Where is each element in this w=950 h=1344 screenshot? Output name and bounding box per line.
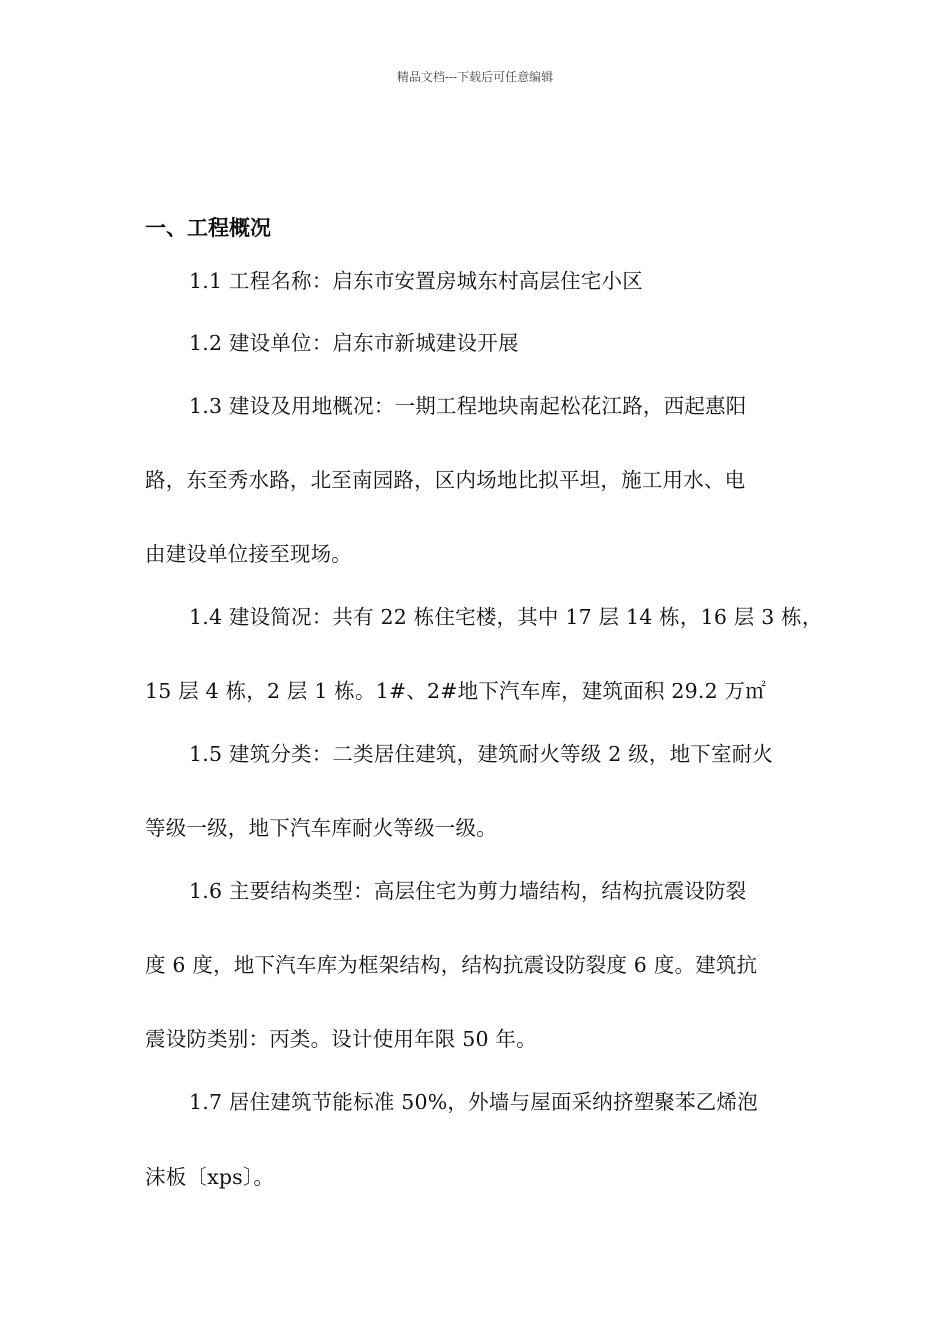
- paragraph-line-1-2: 1.2 建设单位：启东市新城建设开展: [189, 331, 519, 355]
- paragraph-line-1-5-cont: 等级一级，地下汽车库耐火等级一级。: [145, 816, 497, 840]
- paragraph-line-1-6: 1.6 主要结构类型：高层住宅为剪力墙结构，结构抗震设防裂: [189, 879, 747, 903]
- paragraph-line-1-7: 1.7 居住建筑节能标准 50%，外墙与屋面采纳挤塑聚苯乙烯泡: [189, 1090, 758, 1114]
- paragraph-line-1-5: 1.5 建筑分类：二类居住建筑，建筑耐火等级 2 级，地下室耐火: [189, 742, 774, 766]
- paragraph-line-1-6-cont-2: 震设防类别：丙类。设计使用年限 50 年。: [145, 1027, 537, 1051]
- paragraph-line-1-7-cont: 沫板〔xps〕。: [145, 1165, 275, 1189]
- paragraph-line-1-3-cont-2: 由建设单位接至现场。: [145, 542, 352, 566]
- paragraph-line-1-3-cont-1: 路，东至秀水路，北至南园路，区内场地比拟平坦，施工用水、电: [145, 468, 746, 492]
- section-title: 一、工程概况: [145, 216, 271, 240]
- paragraph-line-1-4: 1.4 建设简况：共有 22 栋住宅楼，其中 17 层 14 栋，16 层 3 栋，: [189, 605, 823, 629]
- paragraph-line-1-6-cont-1: 度 6 度，地下汽车库为框架结构，结构抗震设防裂度 6 度。建筑抗: [145, 953, 758, 977]
- paragraph-line-1-1: 1.1 工程名称：启东市安置房城东村高层住宅小区: [189, 269, 643, 293]
- paragraph-line-1-4-cont: 15 层 4 栋，2 层 1 栋。1#、2#地下汽车库，建筑面积 29.2 万㎡: [145, 679, 766, 703]
- page-header: 精品文档---下载后可任意编辑: [396, 70, 554, 84]
- paragraph-line-1-3: 1.3 建设及用地概况：一期工程地块南起松花江路，西起惠阳: [189, 394, 747, 418]
